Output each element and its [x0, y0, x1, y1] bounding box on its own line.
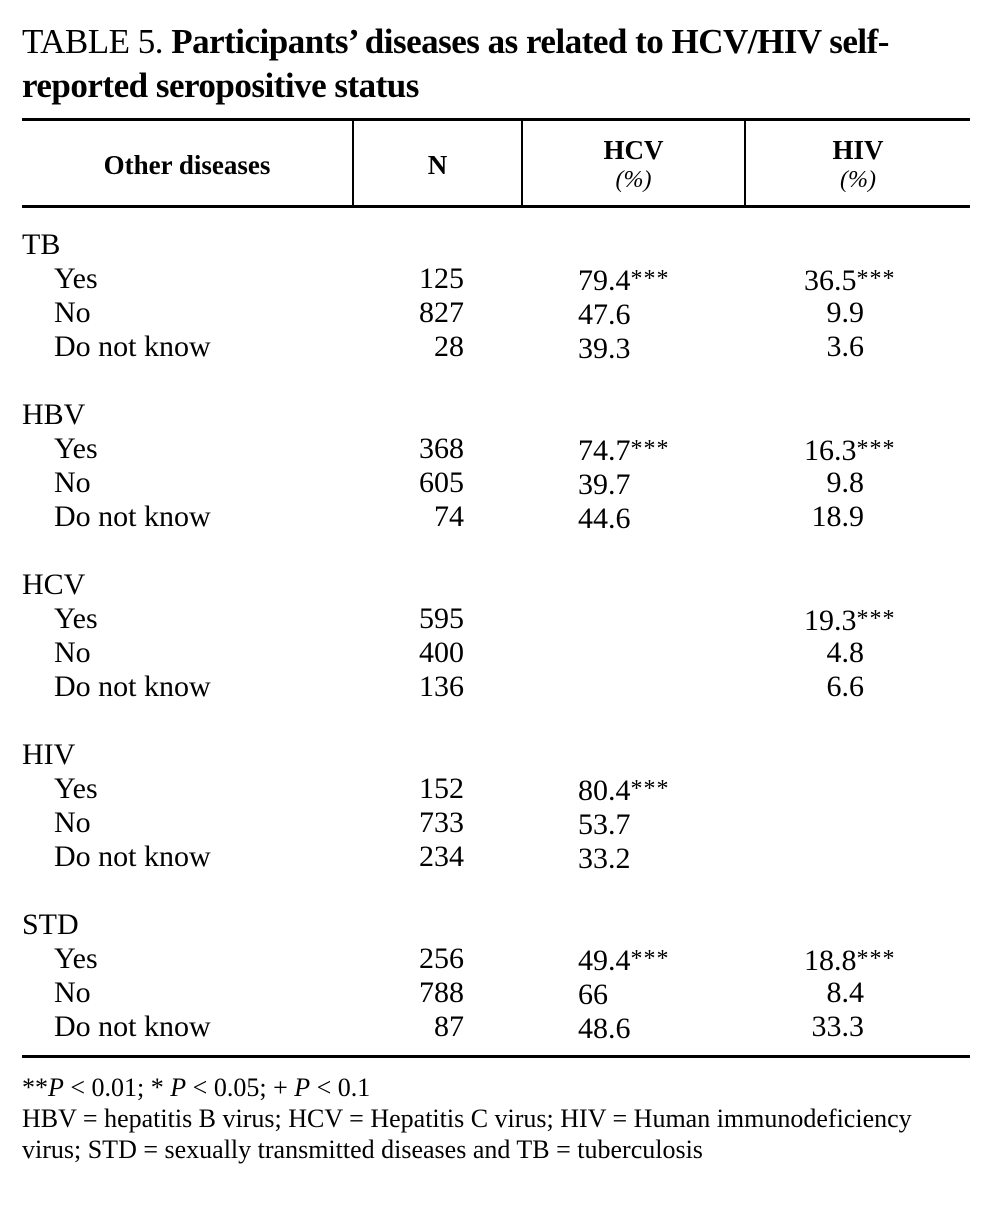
cell-hcv-value: 33.2: [578, 842, 631, 875]
header-hiv-unit: (%): [840, 167, 876, 193]
table-row: [22, 976, 970, 1010]
header-hcv: [523, 135, 744, 195]
row-label-value: No: [54, 466, 91, 499]
p-symbol: P: [294, 1073, 311, 1102]
row-label: [54, 772, 98, 806]
cell-hiv: [762, 670, 864, 704]
row-label-value: Yes: [54, 772, 98, 805]
cell-hiv-value: 18.8: [804, 944, 857, 977]
cell-hcv: [578, 262, 670, 298]
cell-n-value: 136: [419, 670, 464, 703]
cell-hcv-value: 53.7: [578, 808, 631, 841]
row-label: [54, 840, 211, 874]
cell-n-value: 256: [419, 942, 464, 975]
row-label: [54, 976, 91, 1010]
row-label-value: Yes: [54, 432, 98, 465]
cell-n: [364, 296, 464, 330]
header-hiv-label: HIV: [832, 135, 884, 165]
p-value-legend: [22, 1072, 962, 1103]
disease-group: [22, 568, 970, 704]
header-other-diseases: Other diseases: [103, 150, 271, 180]
cell-hcv-value: 39.7: [578, 468, 631, 501]
p-value-stars: +: [273, 1073, 295, 1102]
row-label-value: No: [54, 976, 91, 1009]
row-label: [54, 466, 91, 500]
cell-n: [364, 806, 464, 840]
table-row: [22, 840, 970, 874]
cell-hcv-value: 74.7: [578, 434, 631, 467]
row-label-value: Do not know: [54, 840, 211, 873]
cell-n: [364, 500, 464, 534]
cell-hcv: [578, 1010, 631, 1046]
cell-hiv: [762, 976, 864, 1010]
p-value-item: [151, 1073, 273, 1102]
p-value-threshold: < 0.05;: [186, 1073, 274, 1102]
cell-hiv: [804, 262, 896, 298]
abbreviations-note: HBV = hepatitis B virus; HCV = Hepatitis C virus; HIV = Human immunodeficiency virus; STD = sexually transmitted diseases and TB = tuberculosis: [22, 1104, 912, 1164]
table-row: [22, 1010, 970, 1044]
significance-marker: ***: [856, 266, 896, 292]
cell-n-value: 125: [419, 262, 464, 295]
table-caption: [22, 20, 972, 108]
row-label-value: No: [54, 296, 91, 329]
header-hcv-unit: (%): [615, 167, 652, 193]
table-row: [22, 636, 970, 670]
row-label-value: Yes: [54, 262, 98, 295]
cell-hiv-value: 36.5: [804, 264, 857, 297]
row-label-value: Yes: [54, 602, 98, 635]
significance-marker: ***: [856, 436, 896, 462]
cell-n: [364, 1010, 464, 1044]
significance-marker: ***: [630, 266, 670, 292]
cell-n-value: 788: [419, 976, 464, 1009]
cell-hcv-value: 48.6: [578, 1012, 631, 1045]
cell-hcv: [578, 296, 631, 332]
cell-n-value: 733: [419, 806, 464, 839]
header-n: N: [427, 150, 448, 180]
cell-n-value: 234: [419, 840, 464, 873]
group-title: HBV: [22, 398, 86, 431]
table-row: [22, 330, 970, 364]
header-hiv: [746, 135, 970, 195]
table-body: [22, 228, 970, 1078]
cell-hiv-value: 3.6: [826, 330, 864, 363]
p-value-item: [22, 1073, 151, 1102]
row-label-value: Do not know: [54, 670, 211, 703]
row-label: [54, 602, 98, 636]
cell-n: [364, 772, 464, 806]
table-row: [22, 432, 970, 466]
cell-hiv: [762, 296, 864, 330]
cell-hcv-value: 80.4: [578, 774, 631, 807]
cell-hcv-value: 66: [578, 978, 608, 1011]
row-label: [54, 500, 211, 534]
cell-hiv: [762, 330, 864, 364]
p-value-threshold: < 0.1: [310, 1073, 371, 1102]
p-symbol: P: [48, 1073, 64, 1102]
cell-n: [364, 602, 464, 636]
table-row: [22, 500, 970, 534]
cell-n: [364, 432, 464, 466]
cell-n: [364, 262, 464, 296]
table-row: [22, 296, 970, 330]
cell-hcv-value: 49.4: [578, 944, 631, 977]
cell-n-value: 605: [419, 466, 464, 499]
row-label: [54, 636, 91, 670]
cell-n: [364, 670, 464, 704]
cell-hcv-value: 39.3: [578, 332, 631, 365]
table-row: [22, 262, 970, 296]
cell-n-value: 400: [419, 636, 464, 669]
table-row: [22, 466, 970, 500]
group-title: HCV: [22, 568, 86, 601]
table-row: [22, 602, 970, 636]
cell-hiv: [762, 500, 864, 534]
disease-group: [22, 908, 970, 1044]
p-value-stars: **: [22, 1073, 48, 1102]
cell-hiv-value: 4.8: [826, 636, 864, 669]
cell-hiv: [762, 1010, 864, 1044]
cell-n: [364, 942, 464, 976]
cell-n-value: 74: [434, 500, 464, 533]
cell-hiv: [804, 942, 896, 978]
cell-hcv: [578, 942, 670, 978]
cell-hcv: [578, 772, 670, 808]
cell-n-value: 87: [434, 1010, 464, 1043]
row-label-value: Do not know: [54, 500, 211, 533]
cell-hcv: [578, 432, 670, 468]
p-value-threshold: < 0.01;: [63, 1073, 151, 1102]
cell-hiv: [804, 602, 896, 638]
cell-n-value: 152: [419, 772, 464, 805]
group-title: TB: [22, 228, 61, 261]
significance-marker: ***: [856, 946, 896, 972]
row-label: [54, 262, 98, 296]
row-label: [54, 330, 211, 364]
group-title: HIV: [22, 738, 76, 771]
cell-n-value: 827: [419, 296, 464, 329]
cell-n-value: 595: [419, 602, 464, 635]
top-rule: [22, 118, 970, 121]
row-label-value: No: [54, 806, 91, 839]
cell-hcv: [578, 840, 631, 876]
cell-n: [364, 976, 464, 1010]
cell-hcv-value: 47.6: [578, 298, 631, 331]
significance-marker: ***: [856, 606, 896, 632]
cell-hiv-value: 16.3: [804, 434, 857, 467]
row-label-value: Yes: [54, 942, 98, 975]
row-label-value: Do not know: [54, 1010, 211, 1043]
table-row: [22, 772, 970, 806]
header-hcv-label: HCV: [603, 135, 664, 165]
cell-hcv: [578, 466, 631, 502]
cell-hcv-value: 44.6: [578, 502, 631, 535]
cell-hiv-value: 9.8: [826, 466, 864, 499]
cell-n-value: 28: [434, 330, 464, 363]
cell-n: [364, 840, 464, 874]
row-label: [54, 670, 211, 704]
cell-hcv: [578, 330, 631, 366]
table-row: [22, 942, 970, 976]
cell-hiv-value: 8.4: [826, 976, 864, 1009]
cell-hiv: [804, 432, 896, 468]
header-rule: [22, 205, 970, 208]
cell-hiv-value: 18.9: [811, 500, 864, 533]
cell-hcv: [578, 500, 631, 536]
row-label: [54, 296, 91, 330]
table-row: [22, 670, 970, 704]
disease-group: [22, 738, 970, 874]
significance-marker: ***: [630, 436, 670, 462]
cell-hcv-value: 79.4: [578, 264, 631, 297]
p-symbol: P: [170, 1073, 187, 1102]
p-value-stars: *: [150, 1073, 171, 1102]
cell-hiv: [762, 466, 864, 500]
row-label: [54, 1010, 211, 1044]
cell-n: [364, 466, 464, 500]
row-label: [54, 942, 98, 976]
p-value-item: [273, 1073, 370, 1102]
table-title: Participants’ diseases as related to HCV/HIV self-reported seropositive status: [22, 22, 889, 105]
row-label-value: No: [54, 636, 91, 669]
cell-hiv-value: 33.3: [811, 1010, 864, 1043]
bottom-rule: [22, 1055, 970, 1058]
disease-group: [22, 398, 970, 534]
table-footnotes: [22, 1072, 962, 1165]
significance-marker: ***: [630, 946, 670, 972]
table-number: TABLE 5.: [22, 22, 163, 61]
cell-hiv: [762, 636, 864, 670]
row-label-value: Do not know: [54, 330, 211, 363]
cell-hcv: [578, 806, 631, 842]
cell-n: [364, 636, 464, 670]
cell-hiv-value: 6.6: [826, 670, 864, 703]
group-title: STD: [22, 908, 79, 941]
row-label: [54, 432, 98, 466]
table-row: [22, 806, 970, 840]
significance-marker: ***: [630, 776, 670, 802]
row-label: [54, 806, 91, 840]
cell-hiv-value: 9.9: [826, 296, 864, 329]
disease-group: [22, 228, 970, 364]
cell-n: [364, 330, 464, 364]
cell-hiv-value: 19.3: [804, 604, 857, 637]
cell-n-value: 368: [419, 432, 464, 465]
cell-hcv: [578, 976, 608, 1012]
